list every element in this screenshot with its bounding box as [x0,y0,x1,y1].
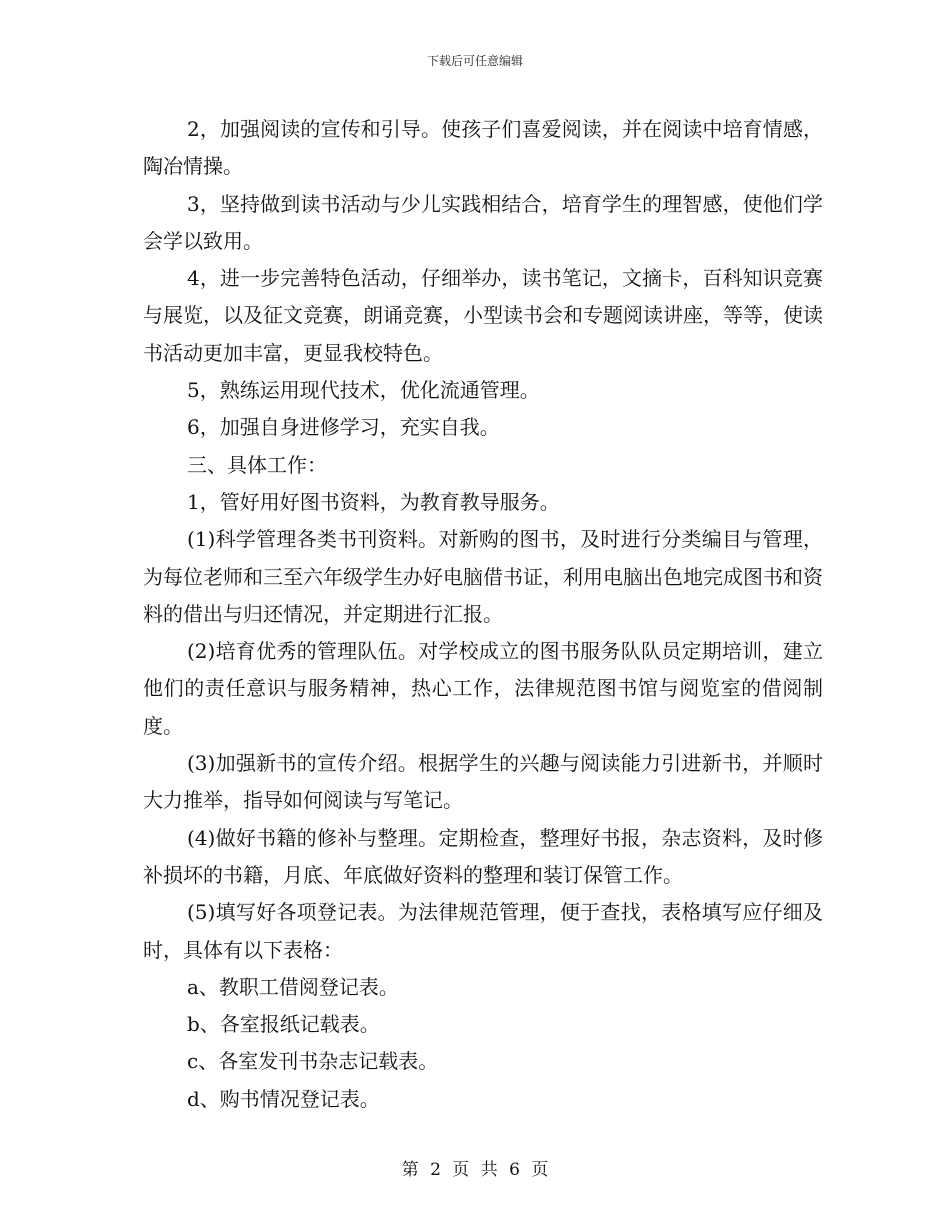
list-item: d、购书情况登记表。 [187,1086,380,1111]
list-item: b、各室报纸记载表。 [187,1012,380,1037]
page-header: 下载后可任意编辑 [426,54,523,68]
paragraph: (1)科学管理各类书刊资料。对新购的图书，及时进行分类编目与管理，为每位老师和三至六年级学生办好电脑借书证，利用电脑出色地完成图书和资料的借出与归还情况，并定期进行汇报。 [143,527,823,626]
paragraph: (5)填写好各项登记表。为法律规范管理，便于查找，表格填写应仔细及时，具体有以下表格： [143,900,823,962]
paragraph: 1，管好用好图书资料，为教育教导服务。 [187,489,560,514]
section-heading: 三、具体工作： [187,452,327,477]
paragraph: 4，进一步完善特色活动，仔细举办，读书笔记，文摘卡，百科知识竞赛与展览，以及征文竞赛，朗诵竞赛，小型读书会和专题阅读讲座，等等，使读书活动更加丰富，更显我校特色。 [143,266,823,365]
paragraph: (4)做好书籍的修补与整理。定期检查，整理好书报，杂志资料，及时修补损坏的书籍，月底、年底做好资料的整理和装订保管工作。 [143,825,823,887]
paragraph: 5，熟练运用现代技术，优化流通管理。 [187,378,540,403]
list-item: a、教职工借阅登记表。 [187,974,399,999]
paragraph: (2)培育优秀的管理队伍。对学校成立的图书服务队队员定期培训，建立他们的责任意识与服务精神，热心工作，法律规范图书馆与阅览室的借阅制度。 [143,639,823,738]
paragraph: 2，加强阅读的宣传和引导。使孩子们喜爱阅读，并在阅读中培育情感，陶冶情操。 [143,117,823,179]
list-item: c、各室发刊书杂志记载表。 [187,1049,439,1074]
paragraph: 6，加强自身进修学习，充实自我。 [187,415,500,440]
page-footer: 第 2 页 共 6 页 [401,1160,549,1180]
paragraph: 3，坚持做到读书活动与少儿实践相结合，培育学生的理智感，使他们学会学以致用。 [143,191,823,253]
document-body [143,111,823,1118]
paragraph: (3)加强新书的宣传介绍。根据学生的兴趣与阅读能力引进新书，并顺时大力推举，指导如何阅读与写笔记。 [143,751,823,813]
